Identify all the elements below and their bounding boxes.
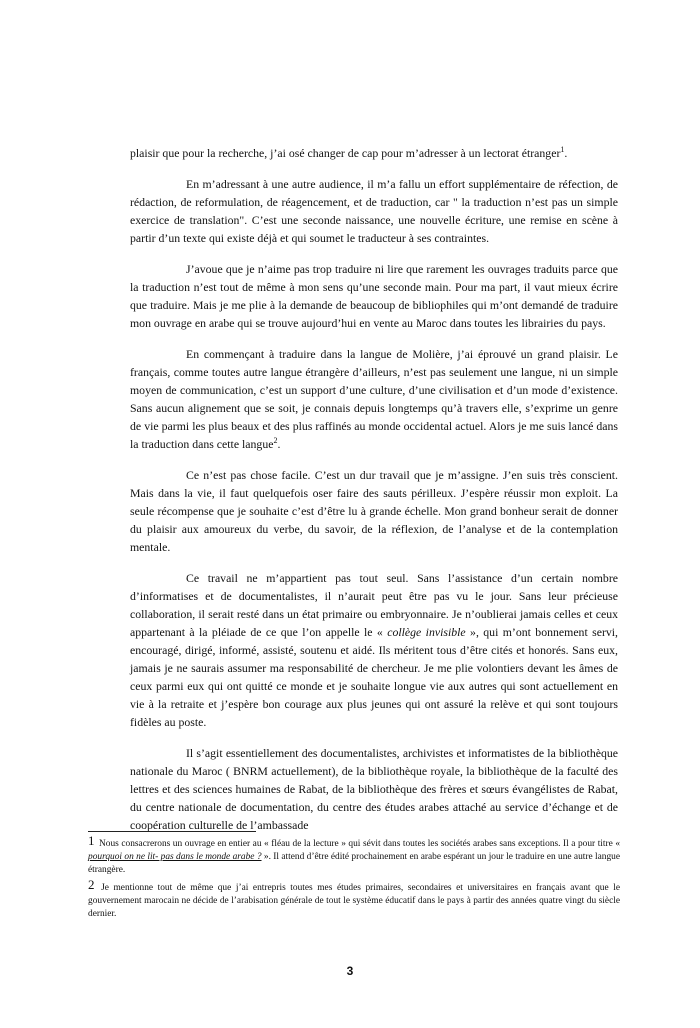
book-title-link[interactable]: pourquoi on ne lit- pas dans le monde arabe ?: [88, 852, 262, 863]
paragraph-audience: En m’adressant à une autre audience, il m’a fallu un effort supplémentaire de réfection, de rédaction, de reformulation, de réagencement, et de traduction, car " la traduction n’est pas un simple exercice de translation". C’est une seconde naissance, une nouvelle écriture, une remise en scène à partir d’un texte qui existe déjà et qui soumet le traducteur à ses contraintes.: [130, 177, 618, 245]
page-number: 3: [346, 964, 354, 978]
paragraph-continuation: plaisir que pour la recherche, j’ai osé changer de cap pour m’adresser à un lectorat étranger$^1$.: [130, 145, 568, 160]
paragraph-acknowledgement: Ce travail ne m’appartient pas tout seul. Sans l’assistance d’un certain nombre d’informatises et de documentalistes, il n’aurait peut être pas vu le jour. Sans leur précieuse collaboration, il serait resté dans un état primaire ou embryonnaire. Je n’oublierai jamais celles et ceux appartenant à la pléiade de ce que l’on appelle le « collège invisible », qui m’ont bonnement servi, encouragé, dirigé, informé, assisté, soutenu et aidé. Ils méritent tous d’être cités et honorés. Sans eux, jamais je ne saurais assumer ma responsabilité de chercheur. Je me plie volontiers devant les âmes de ceux parmi eux qui ont quitté ce monde et je souhaite longue vie aux autres qui sont actuellement en vie à la retraite et j’espère bon courage aux plus jeunes qui ont assuré la relève et qui sont toujours fidèles au poste.: [130, 571, 618, 729]
footnote-number-1: 1: [88, 833, 95, 848]
footnote-separator: [88, 831, 256, 832]
footnote-1: 1 Nous consacrerons un ouvrage en entier au « fléau de la lecture » qui sévit dans toutes les sociétés arabes sans exceptions. Il a pour titre « pourquoi on ne lit- pas dans le monde arabe ? ». Il attend d’être édité prochainement en arabe espérant un jour le traduire en une autre langue étrangère.: [88, 833, 621, 876]
college-invisible-term: collège invisible: [387, 625, 466, 639]
footnote-2: 2 Je mentionne tout de même que j’ai entrepris toutes mes études primaires, secondaires et universitaires en français avant que le gouvernement marocain ne décide de l’arabisation générale de tout le système éducatif dans le pays à partir des années quatre vingt du siècle dernier.: [88, 876, 621, 920]
paragraph-difficulty: Ce n’est pas chose facile. C’est un dur travail que je m’assigne. J’en suis très conscient. Mais dans la vie, il faut quelquefois oser faire des sauts périlleux. J’espère réussir mon exploit. La seule récompense que je souhaite c’est d’être lu à grande échelle. Mon grand bonheur serait de donner du plaisir aux amoureux du verbe, du savoir, de la réflexion, de l’analyse et de la contemplation mentale.: [130, 468, 618, 554]
paragraph-translation-view: J’avoue que je n’aime pas trop traduire ni lire que rarement les ouvrages traduits parce que la traduction n’est tout de même à mon sens qu’une seconde main. Pour ma part, il vaut mieux écrire que traduire. Mais je me plie à la demande de beaucoup de bibliophiles qui m’ont demandé de traduire mon ouvrage en arabe qui se trouve aujourd’hui en vente au Maroc dans toutes les librairies du pays.: [130, 262, 618, 330]
body-text: [130, 144, 618, 847]
footnote-ref-2[interactable]: 2: [273, 436, 278, 446]
footnotes: [88, 834, 620, 921]
footnote-number-2: 2: [88, 876, 95, 892]
paragraph-institutions: Il s’agit essentiellement des documentalistes, archivistes et informatistes de la bibliothèque nationale du Maroc ( BNRM actuellement), de la bibliothèque royale, la bibliothèque de la faculté des lettres et des sciences humaines de Rabat, de la bibliothèque des frères et sœurs évangélistes de Rabat, du centre nationale de documentation, du centre des études arabes attaché au service d’échange et de coopération culturelle de l’ambassade: [130, 746, 618, 832]
paragraph-moliere: En commençant à traduire dans la langue de Molière, j’ai éprouvé un grand plaisir. Le français, comme toutes autre langue étrangère d’ailleurs, n’est pas seulement une langue, ni un simple moyen de communication, c’est un support d’une culture, d’une civilisation et d’un mode d’existence. Sans aucun alignement que se soit, je connais depuis longtemps qu’à travers elle, s’exprime un genre de vie parmi les plus beaux et des plus raffinés au monde occidental actuel. Alors je me suis lancé dans la traduction dans cette langue$^2$.: [130, 347, 618, 451]
footnote-ref-1[interactable]: 1: [560, 145, 565, 155]
